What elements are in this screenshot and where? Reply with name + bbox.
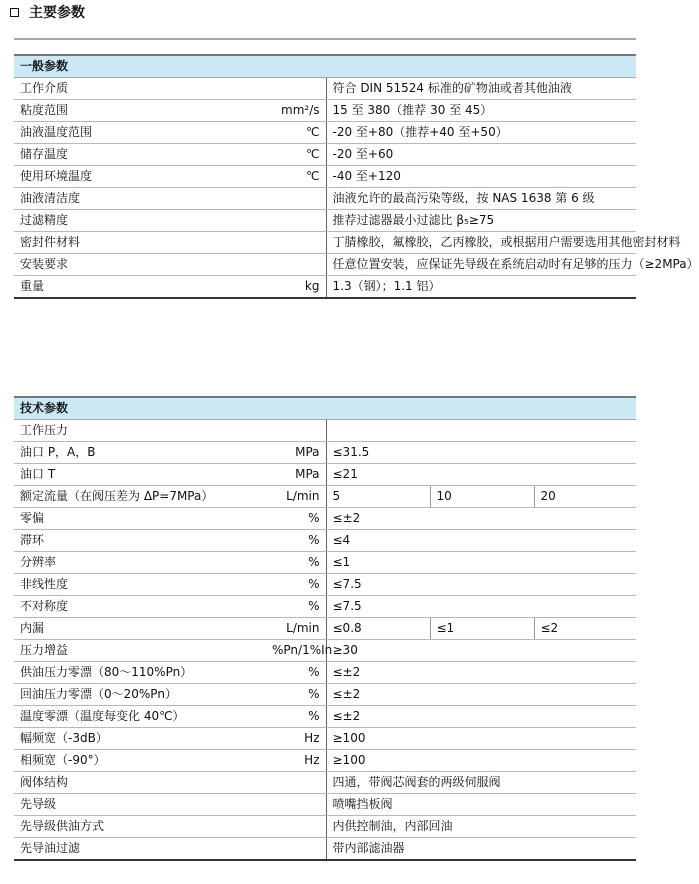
param-name: 先导级 [14, 794, 266, 816]
param-name: 工作压力 [14, 420, 266, 442]
page-title-text: 主要参数 [29, 5, 85, 21]
param-value: ≤0.8 [326, 618, 430, 640]
table-row [14, 166, 636, 188]
param-name: 粘度范围 [14, 100, 266, 122]
param-name: 使用环境温度 [14, 166, 266, 188]
page-title [10, 2, 85, 22]
param-unit [266, 254, 326, 276]
param-name: 工作介质 [14, 78, 266, 100]
param-name: 油液温度范围 [14, 122, 266, 144]
table-row [14, 618, 636, 640]
table-row [14, 640, 636, 662]
param-unit: mm²/s [266, 100, 326, 122]
param-value: ≤±2 [326, 662, 636, 684]
param-value: 喷嘴挡板阀 [326, 794, 636, 816]
table-row [14, 210, 636, 232]
param-value: ≤7.5 [326, 596, 636, 618]
param-name: 零偏 [14, 508, 266, 530]
param-name: 供油压力零漂（80～110%Pn） [14, 662, 266, 684]
table-row [14, 772, 636, 794]
param-unit [266, 420, 326, 442]
param-name: 分辨率 [14, 552, 266, 574]
param-unit: ℃ [266, 166, 326, 188]
param-value: ≤1 [430, 618, 534, 640]
param-unit [266, 232, 326, 254]
param-value: -20 至+60 [326, 144, 636, 166]
param-value: -40 至+120 [326, 166, 636, 188]
param-name: 油口 T [14, 464, 266, 486]
param-name: 阀体结构 [14, 772, 266, 794]
param-value: ≤±2 [326, 684, 636, 706]
param-value: 四通，带阀芯阀套的两级伺服阀 [326, 772, 636, 794]
param-unit: % [266, 684, 326, 706]
general-params-header-row [14, 55, 636, 78]
param-unit: %Pn/1%In [266, 640, 326, 662]
param-unit: L/min [266, 486, 326, 508]
param-name: 安装要求 [14, 254, 266, 276]
param-name: 油液清洁度 [14, 188, 266, 210]
param-value: 任意位置安装，应保证先导级在系统启动时有足够的压力（≥2MPa） [326, 254, 636, 276]
param-name: 额定流量（在阀压差为 ΔP=7MPa） [14, 486, 266, 508]
table-row [14, 838, 636, 861]
table-row [14, 728, 636, 750]
table-row [14, 596, 636, 618]
param-unit: % [266, 508, 326, 530]
param-name: 内漏 [14, 618, 266, 640]
param-value: 丁腈橡胶，氟橡胶，乙丙橡胶，或根据用户需要选用其他密封材料 [326, 232, 636, 254]
technical-params-table [14, 396, 636, 861]
param-unit [266, 78, 326, 100]
technical-params-header: 技术参数 [14, 397, 636, 420]
table-row [14, 100, 636, 122]
param-name: 压力增益 [14, 640, 266, 662]
param-name: 温度零漂（温度每变化 40℃） [14, 706, 266, 728]
param-unit [266, 794, 326, 816]
param-unit [266, 838, 326, 861]
param-unit: % [266, 706, 326, 728]
table-row [14, 442, 636, 464]
table-row [14, 144, 636, 166]
param-value: ≤2 [534, 618, 636, 640]
table-row [14, 188, 636, 210]
param-value: 10 [430, 486, 534, 508]
table-row [14, 574, 636, 596]
param-unit [266, 210, 326, 232]
table-row [14, 122, 636, 144]
table-row [14, 530, 636, 552]
param-value: ≥100 [326, 750, 636, 772]
general-params-table [14, 54, 699, 299]
param-value: 内供控制油，内部回油 [326, 816, 636, 838]
param-name: 相频宽（-90°） [14, 750, 266, 772]
param-name: 回油压力零漂（0～20%Pn） [14, 684, 266, 706]
param-name: 滞环 [14, 530, 266, 552]
param-value: 15 至 380（推荐 30 至 45） [326, 100, 636, 122]
param-unit: ℃ [266, 122, 326, 144]
param-value: ≤1 [326, 552, 636, 574]
table-row [14, 420, 636, 442]
param-unit [266, 772, 326, 794]
param-value: ≤±2 [326, 508, 636, 530]
param-value: ≤±2 [326, 706, 636, 728]
table-row [14, 662, 636, 684]
param-unit: % [266, 596, 326, 618]
param-unit: Hz [266, 728, 326, 750]
param-value: 带内部滤油器 [326, 838, 636, 861]
table-row [14, 78, 636, 100]
param-unit: % [266, 662, 326, 684]
param-value: 5 [326, 486, 430, 508]
param-value: 1.3（钢）；1.1 铝） [326, 276, 636, 299]
param-name: 油口 P，A，B [14, 442, 266, 464]
checkbox-square-icon [10, 8, 19, 17]
table-row [14, 684, 636, 706]
param-name: 重量 [14, 276, 266, 299]
table-row [14, 276, 636, 299]
param-name: 不对称度 [14, 596, 266, 618]
param-name: 先导油过滤 [14, 838, 266, 861]
table-row [14, 508, 636, 530]
param-value: 符合 DIN 51524 标准的矿物油或者其他油液 [326, 78, 636, 100]
param-unit: kg [266, 276, 326, 299]
table-row [14, 232, 636, 254]
table-row [14, 552, 636, 574]
table-row [14, 254, 636, 276]
param-name: 先导级供油方式 [14, 816, 266, 838]
param-value: ≤31.5 [326, 442, 636, 464]
param-unit [266, 816, 326, 838]
param-value [326, 420, 636, 442]
param-name: 非线性度 [14, 574, 266, 596]
title-divider [14, 38, 636, 40]
table-row [14, 486, 636, 508]
param-value: ≥100 [326, 728, 636, 750]
param-unit: MPa [266, 442, 326, 464]
param-value: ≤21 [326, 464, 636, 486]
table-row [14, 750, 636, 772]
param-value: 油液允许的最高污染等级，按 NAS 1638 第 6 级 [326, 188, 636, 210]
param-unit: % [266, 552, 326, 574]
table-row [14, 816, 636, 838]
param-unit: % [266, 574, 326, 596]
technical-params-header-row [14, 397, 636, 420]
param-unit: MPa [266, 464, 326, 486]
param-value: ≥30 [326, 640, 636, 662]
param-name: 储存温度 [14, 144, 266, 166]
param-name: 过滤精度 [14, 210, 266, 232]
table-row [14, 794, 636, 816]
param-unit: % [266, 530, 326, 552]
param-unit: L/min [266, 618, 326, 640]
param-unit: Hz [266, 750, 326, 772]
table-row [14, 706, 636, 728]
param-value: ≤4 [326, 530, 636, 552]
param-value: -20 至+80（推荐+40 至+50） [326, 122, 636, 144]
table-row [14, 464, 636, 486]
param-value: 20 [534, 486, 636, 508]
general-params-header: 一般参数 [14, 55, 636, 78]
param-name: 幅频宽（-3dB） [14, 728, 266, 750]
param-unit: ℃ [266, 144, 326, 166]
param-unit [266, 188, 326, 210]
param-value: ≤7.5 [326, 574, 636, 596]
param-name: 密封件材料 [14, 232, 266, 254]
param-value: 推荐过滤器最小过滤比 β₅≥75 [326, 210, 636, 232]
